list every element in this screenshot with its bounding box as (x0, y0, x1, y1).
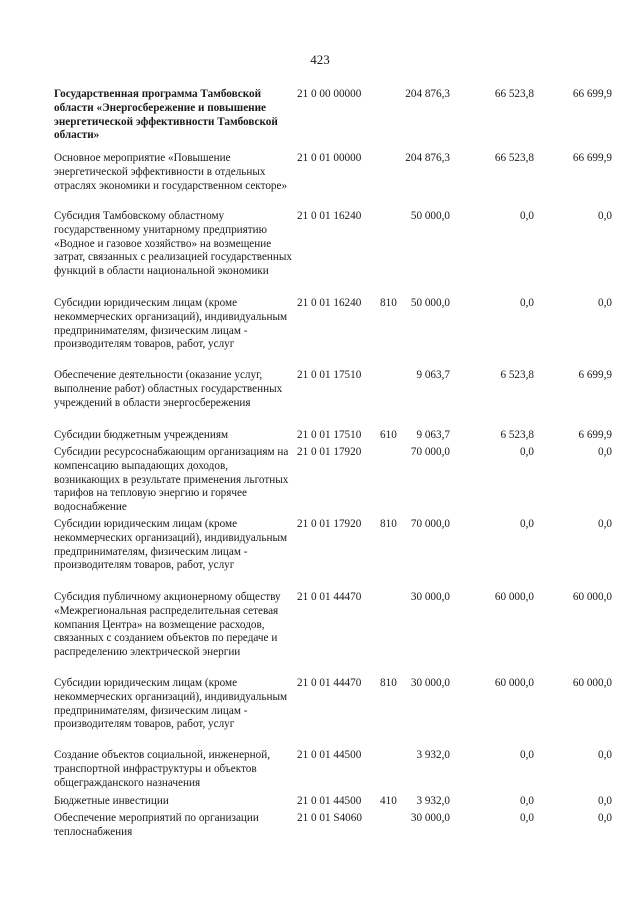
row-value-3: 0,0 (598, 210, 612, 222)
row-code: 21 0 01 44470 (297, 677, 362, 689)
row-value-2: 6 523,8 (500, 369, 534, 381)
row-value-3: 60 000,0 (572, 591, 612, 603)
row-value-2: 0,0 (520, 297, 534, 309)
row-value-3: 66 699,9 (572, 152, 612, 164)
row-code: 21 0 01 17510 (297, 429, 362, 441)
row-code: 21 0 01 17920 (297, 446, 362, 458)
table-row (54, 795, 622, 812)
row-code: 21 0 01 44500 (297, 749, 362, 761)
row-name: Субсидия публичному акционерному обществу «Межрегиональная распределительная сетевая компания Центра» на возмещение расходов, связанных с созданием объектов по передаче и распределению электрической энергии (54, 591, 281, 659)
row-value-1: 70 000,0 (410, 446, 450, 458)
row-value-3: 60 000,0 (572, 677, 612, 689)
row-value-3: 0,0 (598, 297, 612, 309)
table-row (54, 677, 622, 749)
row-value-1: 204 876,3 (405, 152, 450, 164)
row-code: 21 0 01 17510 (297, 369, 362, 381)
row-code: 21 0 01 S4060 (297, 812, 362, 824)
row-value-1: 30 000,0 (410, 591, 450, 603)
row-value-2: 66 523,8 (494, 88, 534, 100)
row-value-3: 66 699,9 (572, 88, 612, 100)
table-row (54, 749, 622, 795)
row-code: 21 0 01 17920 (297, 518, 362, 530)
row-value-3: 6 699,9 (578, 369, 612, 381)
table-row (54, 518, 622, 591)
row-name: Основное мероприятие «Повышение энергетической эффективности в отдельных отраслях экономики и государственном секторе» (54, 152, 288, 192)
row-value-1: 50 000,0 (410, 210, 450, 222)
row-code: 21 0 00 00000 (297, 88, 362, 100)
row-value-2: 6 523,8 (500, 429, 534, 441)
row-name: Бюджетные инвестиции (54, 795, 169, 807)
row-value-3: 0,0 (598, 795, 612, 807)
row-value-1: 50 000,0 (410, 297, 450, 309)
row-expense-type: 610 (380, 429, 397, 441)
row-name: Субсидии юридическим лицам (кроме некоммерческих организаций), индивидуальным предпринимателям, физическим лицам - производителям товаров, работ, услуг (54, 518, 288, 572)
table-row (54, 446, 622, 518)
row-code: 21 0 01 00000 (297, 152, 362, 164)
table-row (54, 297, 622, 369)
budget-table (54, 88, 622, 842)
row-value-2: 0,0 (520, 518, 534, 530)
row-name: Обеспечение мероприятий по организации теплоснабжения (54, 812, 259, 838)
table-row (54, 210, 622, 297)
row-value-2: 66 523,8 (494, 152, 534, 164)
row-value-1: 30 000,0 (410, 677, 450, 689)
row-name: Субсидии юридическим лицам (кроме некоммерческих организаций), индивидуальным предпринимателям, физическим лицам - производителям товаров, работ, услуг (54, 677, 288, 731)
row-code: 21 0 01 16240 (297, 297, 362, 309)
row-value-3: 0,0 (598, 749, 612, 761)
row-value-2: 0,0 (520, 446, 534, 458)
row-name: Субсидии юридическим лицам (кроме некоммерческих организаций), индивидуальным предпринимателям, физическим лицам - производителям товаров, работ, услуг (54, 297, 288, 351)
row-value-1: 204 876,3 (405, 88, 450, 100)
table-row (54, 152, 622, 210)
page-number: 423 (310, 52, 330, 67)
table-row (54, 88, 622, 152)
row-value-2: 60 000,0 (494, 677, 534, 689)
row-value-3: 0,0 (598, 812, 612, 824)
row-value-3: 0,0 (598, 446, 612, 458)
row-value-1: 70 000,0 (410, 518, 450, 530)
row-value-2: 0,0 (520, 812, 534, 824)
row-value-3: 6 699,9 (578, 429, 612, 441)
row-name: Создание объектов социальной, инженерной, транспортной инфраструктуры и объектов общегражданского назначения (54, 749, 271, 789)
row-value-2: 0,0 (520, 749, 534, 761)
row-expense-type: 410 (380, 795, 397, 807)
row-value-3: 0,0 (598, 518, 612, 530)
row-value-2: 0,0 (520, 210, 534, 222)
row-expense-type: 810 (380, 518, 397, 530)
row-name: Субсидия Тамбовскому областному государственному унитарному предприятию «Водное и газовое хозяйство» на возмещение затрат, связанных с реализацией государственных функций в области национальной экономики (54, 210, 293, 278)
row-code: 21 0 01 16240 (297, 210, 362, 222)
row-name: Субсидии бюджетным учреждениям (54, 429, 229, 441)
row-value-1: 9 063,7 (416, 429, 450, 441)
row-value-2: 60 000,0 (494, 591, 534, 603)
row-value-1: 9 063,7 (416, 369, 450, 381)
row-value-1: 3 932,0 (416, 795, 450, 807)
row-value-1: 3 932,0 (416, 749, 450, 761)
row-code: 21 0 01 44500 (297, 795, 362, 807)
row-name: Субсидии ресурсоснабжающим организациям на компенсацию выпадающих доходов, возникающих в результате применения льготных тарифов на тепловую энергию и горячее водоснабжение (54, 446, 289, 514)
table-row (54, 429, 622, 446)
row-expense-type: 810 (380, 297, 397, 309)
row-code: 21 0 01 44470 (297, 591, 362, 603)
row-expense-type: 810 (380, 677, 397, 689)
row-value-1: 30 000,0 (410, 812, 450, 824)
row-name: Государственная программа Тамбовской области «Энергосбережение и повышение энергетической эффективности Тамбовской области» (54, 88, 278, 142)
table-row (54, 369, 622, 429)
row-name: Обеспечение деятельности (оказание услуг, выполнение работ) областных государственных учреждений в области энергосбережения (54, 369, 283, 409)
table-row (54, 591, 622, 677)
table-row (54, 812, 622, 842)
row-value-2: 0,0 (520, 795, 534, 807)
